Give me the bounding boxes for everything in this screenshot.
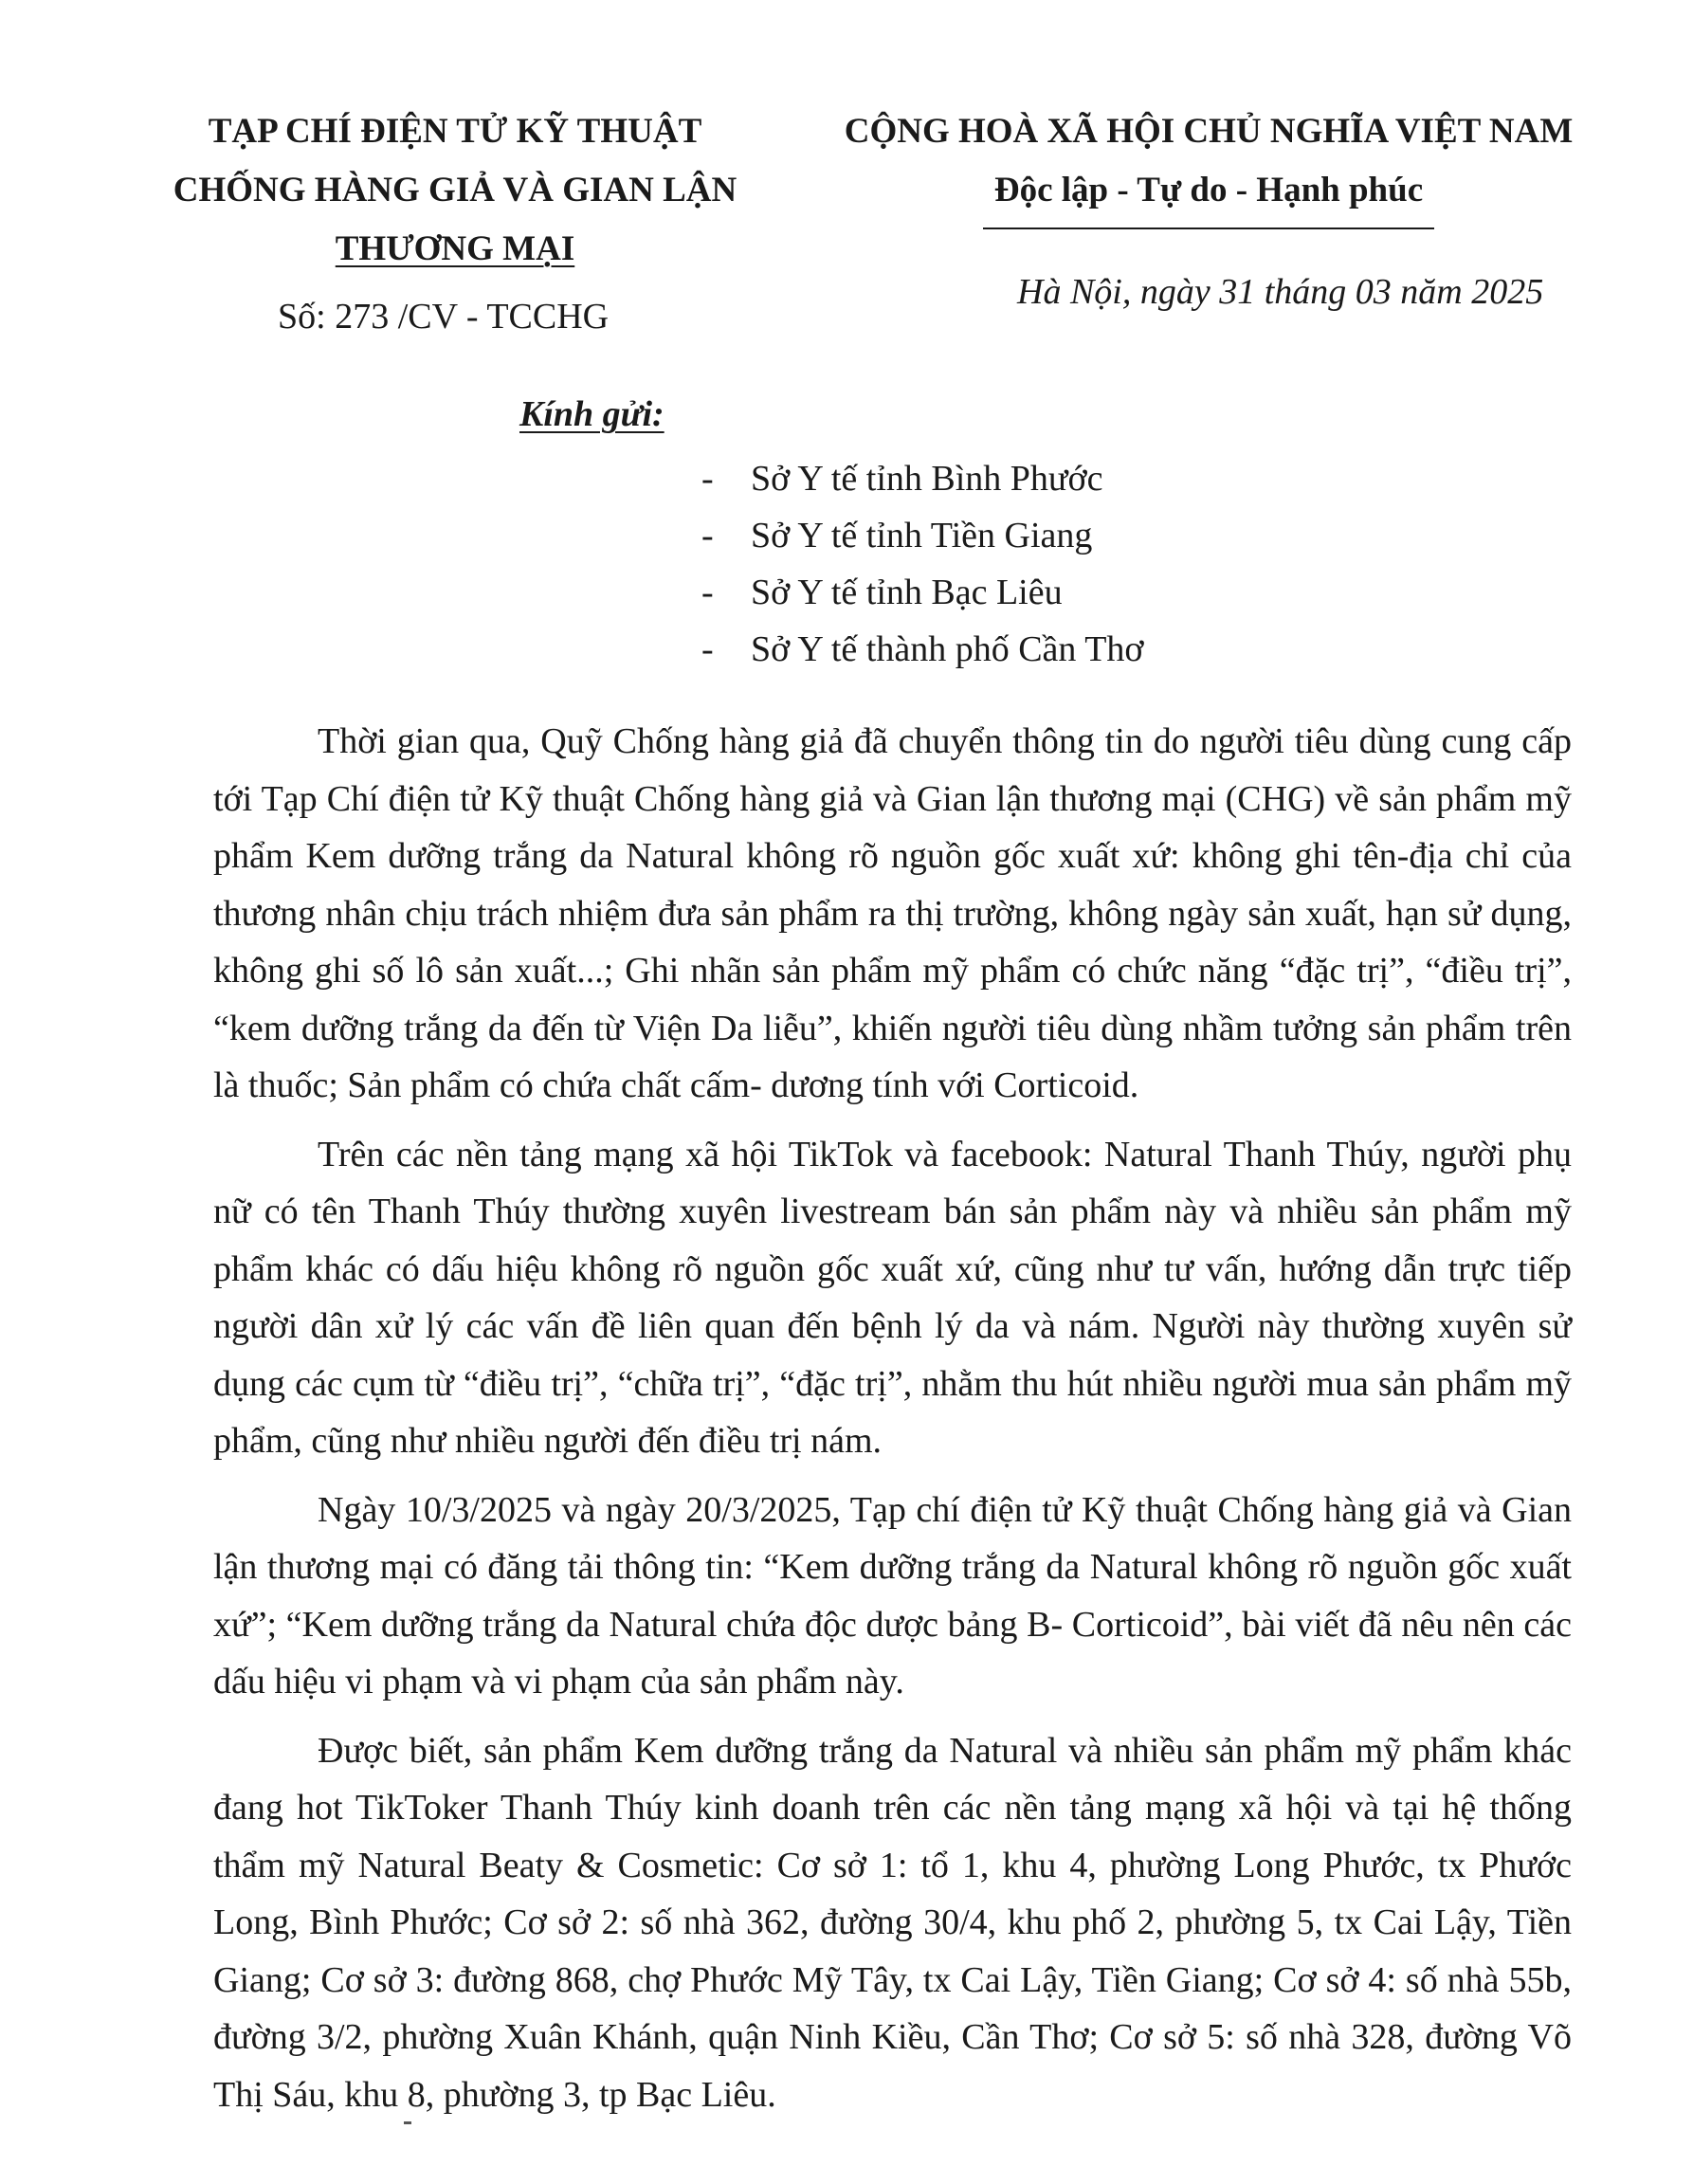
- body-paragraph: Ngày 10/3/2025 và ngày 20/3/2025, Tạp chí điện tử Kỹ thuật Chống hàng giả và Gian lận thương mại có đăng tải thông tin: “Kem dưỡng trắng da Natural không rõ nguồn gốc xuất xứ”; “Kem dưỡng trắng da Natural chứa độc dược bảng B- Corticoid”, bài viết đã nêu nên các dấu hiệu vi phạm và vi phạm của sản phẩm này.: [213, 1489, 1572, 1702]
- place-and-date: Hà Nội, ngày 31 tháng 03 năm 2025: [1017, 272, 1544, 312]
- recipient-item: [701, 450, 1144, 507]
- motto-wrap: [983, 161, 1434, 229]
- org-line-3-wrap: [142, 220, 768, 279]
- national-motto: Độc lập - Tự do - Hạnh phúc: [993, 171, 1424, 209]
- recipient-item: [701, 507, 1144, 564]
- body-paragraph: Được biết, sản phẩm Kem dưỡng trắng da Natural và nhiều sản phẩm mỹ phẩm khác đang hot TikToker Thanh Thúy kinh doanh trên các nền tảng mạng xã hội và tại hệ thống thẩm mỹ Natural Beaty & Cosmetic: Cơ sở 1: tổ 1, khu 4, phường Long Phước, tx Phước Long, Bình Phước; Cơ sở 2: số nhà 362, đường 30/4, khu phố 2, phường 5, tx Cai Lậy, Tiền Giang; Cơ sở 3: đường 868, chợ Phước Mỹ Tây, tx Cai Lậy, Tiền Giang; Cơ sở 4: số nhà 55b, đường 3/2, phường Xuân Khánh, quận Ninh Kiều, Cần Thơ; Cơ sở 5: số nhà 328, đường Võ Thị Sáu, khu 8, phường 3, tp Bạc Liêu.: [213, 1730, 1572, 2115]
- recipient-name: Sở Y tế tỉnh Bạc Liêu: [751, 573, 1063, 612]
- nation-name: CỘNG HOÀ XÃ HỘI CHỦ NGHĨA VIỆT NAM: [844, 112, 1574, 151]
- scan-mark: [404, 2121, 411, 2124]
- recipient-item: [701, 564, 1144, 621]
- document-number: Số: 273 /CV - TCCHG: [278, 297, 610, 337]
- body-paragraph: Thời gian qua, Quỹ Chống hàng giả đã chuyển thông tin do người tiêu dùng cung cấp tới Tạp Chí điện tử Kỹ thuật Chống hàng giả và Gian lận thương mại (CHG) về sản phẩm mỹ phẩm Kem dưỡng trắng da Natural không rõ nguồn gốc xuất xứ: không ghi tên-địa chỉ của thương nhân chịu trách nhiệm đưa sản phẩm ra thị trường, không ngày sản xuất, hạn sử dụng, không ghi số lô sản xuất...; Ghi nhãn sản phẩm mỹ phẩm có chức năng “đặc trị”, “điều trị”, “kem dưỡng trắng da đến từ Viện Da liễu”, khiến người tiêu dùng nhầm tưởng sản phẩm trên là thuốc; Sản phẩm có chứa chất cấm- dương tính với Corticoid.: [213, 721, 1572, 1105]
- org-line-2: CHỐNG HÀNG GIẢ VÀ GIAN LẬN: [173, 171, 737, 209]
- motto-line: [834, 161, 1583, 229]
- recipient-name: Sở Y tế tỉnh Bình Phước: [751, 459, 1103, 499]
- motto-rule: [983, 228, 1434, 229]
- recipient-list: [701, 450, 1144, 678]
- recipient-item: [701, 621, 1144, 678]
- national-heading: [834, 102, 1583, 229]
- letter-body: [213, 713, 1572, 2135]
- issuing-organization: [142, 102, 768, 279]
- body-paragraph: Trên các nền tảng mạng xã hội TikTok và facebook: Natural Thanh Thúy, người phụ nữ có tên Thanh Thúy thường xuyên livestream bán sản phẩm này và nhiều sản phẩm mỹ phẩm khác có dấu hiệu không rõ nguồn gốc xuất xứ, cũng như tư vấn, hướng dẫn trực tiếp người dân xử lý các vấn đề liên quan đến bệnh lý da và nám. Người này thường xuyên sử dụng các cụm từ “điều trị”, “chữa trị”, “đặc trị”, nhằm thu hút nhiều người mua sản phẩm mỹ phẩm, cũng như nhiều người đến điều trị nám.: [213, 1134, 1572, 1461]
- org-line-3: THƯƠNG MẠI: [335, 229, 575, 268]
- recipient-name: Sở Y tế tỉnh Tiền Giang: [751, 516, 1093, 555]
- org-line-1: TẠP CHÍ ĐIỆN TỬ KỸ THUẬT: [208, 112, 702, 151]
- recipient-name: Sở Y tế thành phố Cần Thơ: [751, 629, 1144, 669]
- list-dash: -: [701, 573, 714, 612]
- list-dash: -: [701, 459, 714, 499]
- salutation-text: Kính gửi:: [519, 394, 664, 434]
- list-dash: -: [701, 629, 714, 669]
- salutation: [519, 393, 664, 435]
- list-dash: -: [701, 516, 714, 555]
